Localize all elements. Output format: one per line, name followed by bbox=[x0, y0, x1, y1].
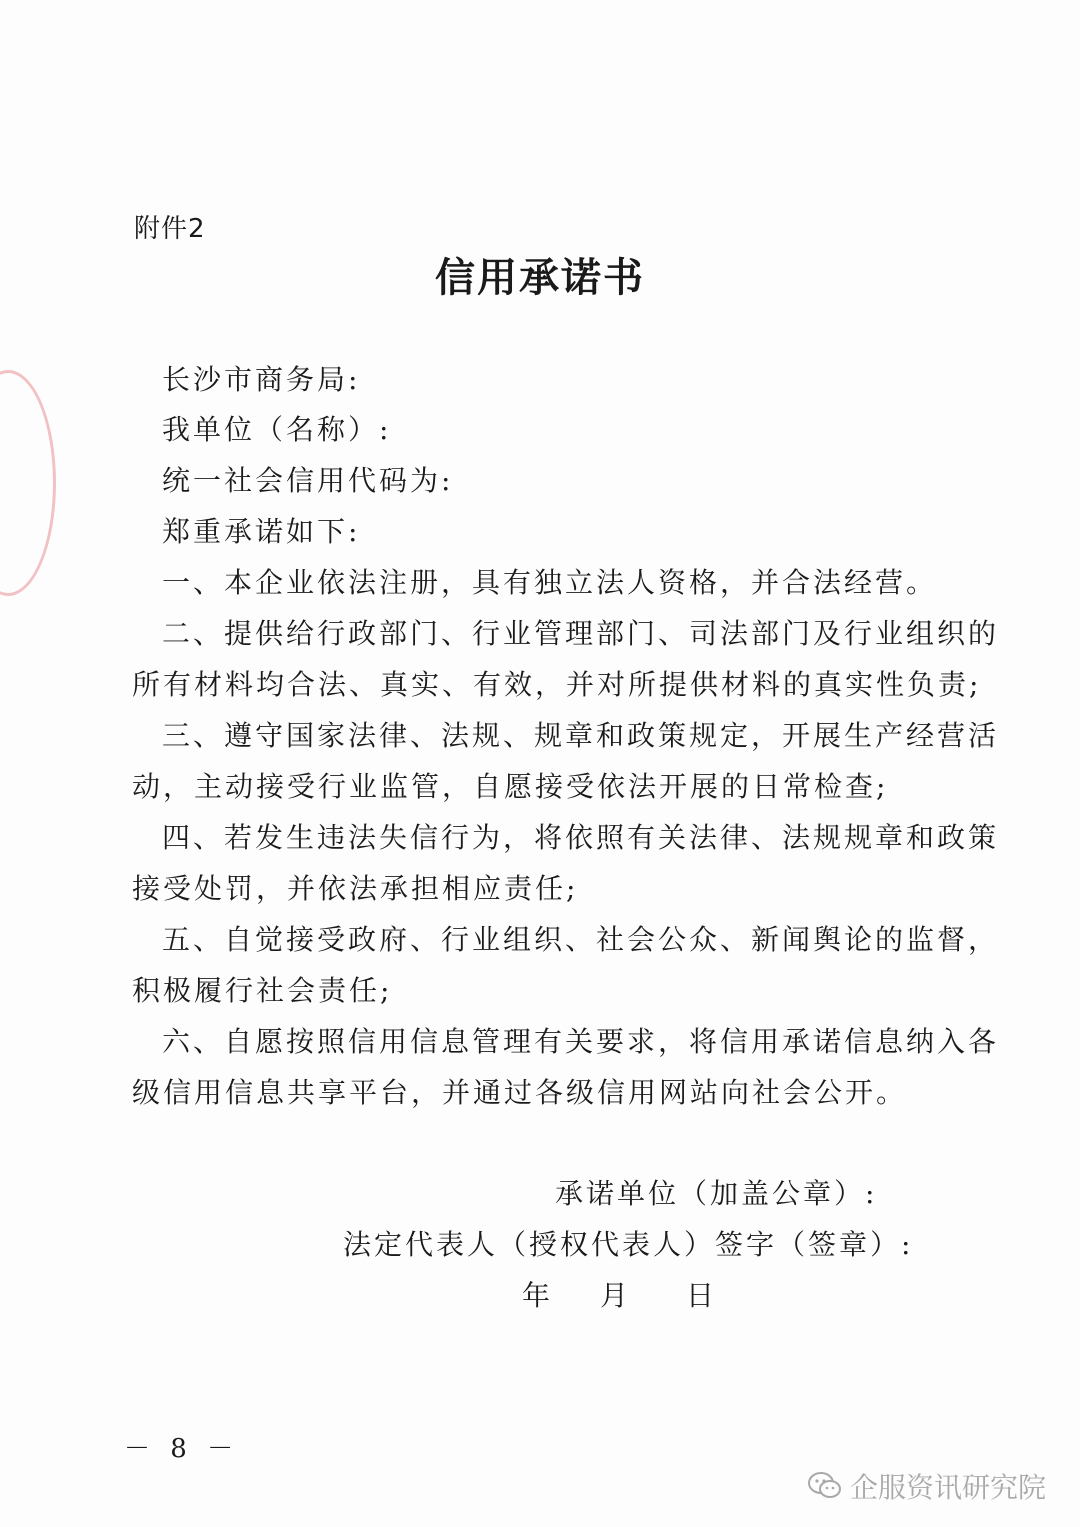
intro-line: 郑重承诺如下: bbox=[162, 515, 361, 548]
addressee: 长沙市商务局: bbox=[162, 363, 361, 396]
document-title: 信用承诺书 bbox=[435, 254, 645, 301]
wechat-icon bbox=[808, 1471, 842, 1501]
red-stamp-edge bbox=[0, 370, 56, 596]
date-year: 年 bbox=[522, 1279, 551, 1312]
attachment-label: 附件2 bbox=[134, 214, 206, 244]
item-6-line-2: 级信用信息共享平台，并通过各级信用网站向社会公开。 bbox=[132, 1076, 908, 1109]
watermark bbox=[808, 1466, 1046, 1506]
unit-name-line: 我单位（名称）: bbox=[162, 413, 392, 446]
date-month: 月 bbox=[600, 1279, 629, 1312]
item-2-line-1: 二、提供给行政部门、行业管理部门、司法部门及行业组织的 bbox=[162, 617, 1000, 650]
watermark-text: 企服资讯研究院 bbox=[849, 1471, 1046, 1504]
item-3-line-2: 动，主动接受行业监管，自愿接受依法开展的日常检查; bbox=[132, 770, 889, 803]
item-2-line-2: 所有材料均合法、真实、有效，并对所提供材料的真实性负责; bbox=[132, 668, 982, 701]
item-4-line-1: 四、若发生违法失信行为，将依照有关法律、法规规章和政策 bbox=[162, 821, 1000, 854]
page-number: － 8 － bbox=[124, 1434, 240, 1464]
signature-unit: 承诺单位（加盖公章）: bbox=[555, 1177, 878, 1210]
item-5-line-1: 五、自觉接受政府、行业组织、社会公众、新闻舆论的监督， bbox=[162, 923, 1000, 956]
item-1-line-1: 一、本企业依法注册，具有独立法人资格，并合法经营。 bbox=[162, 566, 938, 599]
signature-representative: 法定代表人（授权代表人）签字（签章）: bbox=[343, 1228, 914, 1261]
item-6-line-1: 六、自愿按照信用信息管理有关要求，将信用承诺信息纳入各 bbox=[162, 1025, 1000, 1058]
date-day: 日 bbox=[686, 1279, 715, 1312]
credit-code-line: 统一社会信用代码为: bbox=[162, 464, 454, 497]
item-5-line-2: 积极履行社会责任; bbox=[132, 974, 393, 1007]
item-4-line-2: 接受处罚，并依法承担相应责任; bbox=[132, 872, 579, 905]
item-3-line-1: 三、遵守国家法律、法规、规章和政策规定，开展生产经营活 bbox=[162, 719, 1000, 752]
